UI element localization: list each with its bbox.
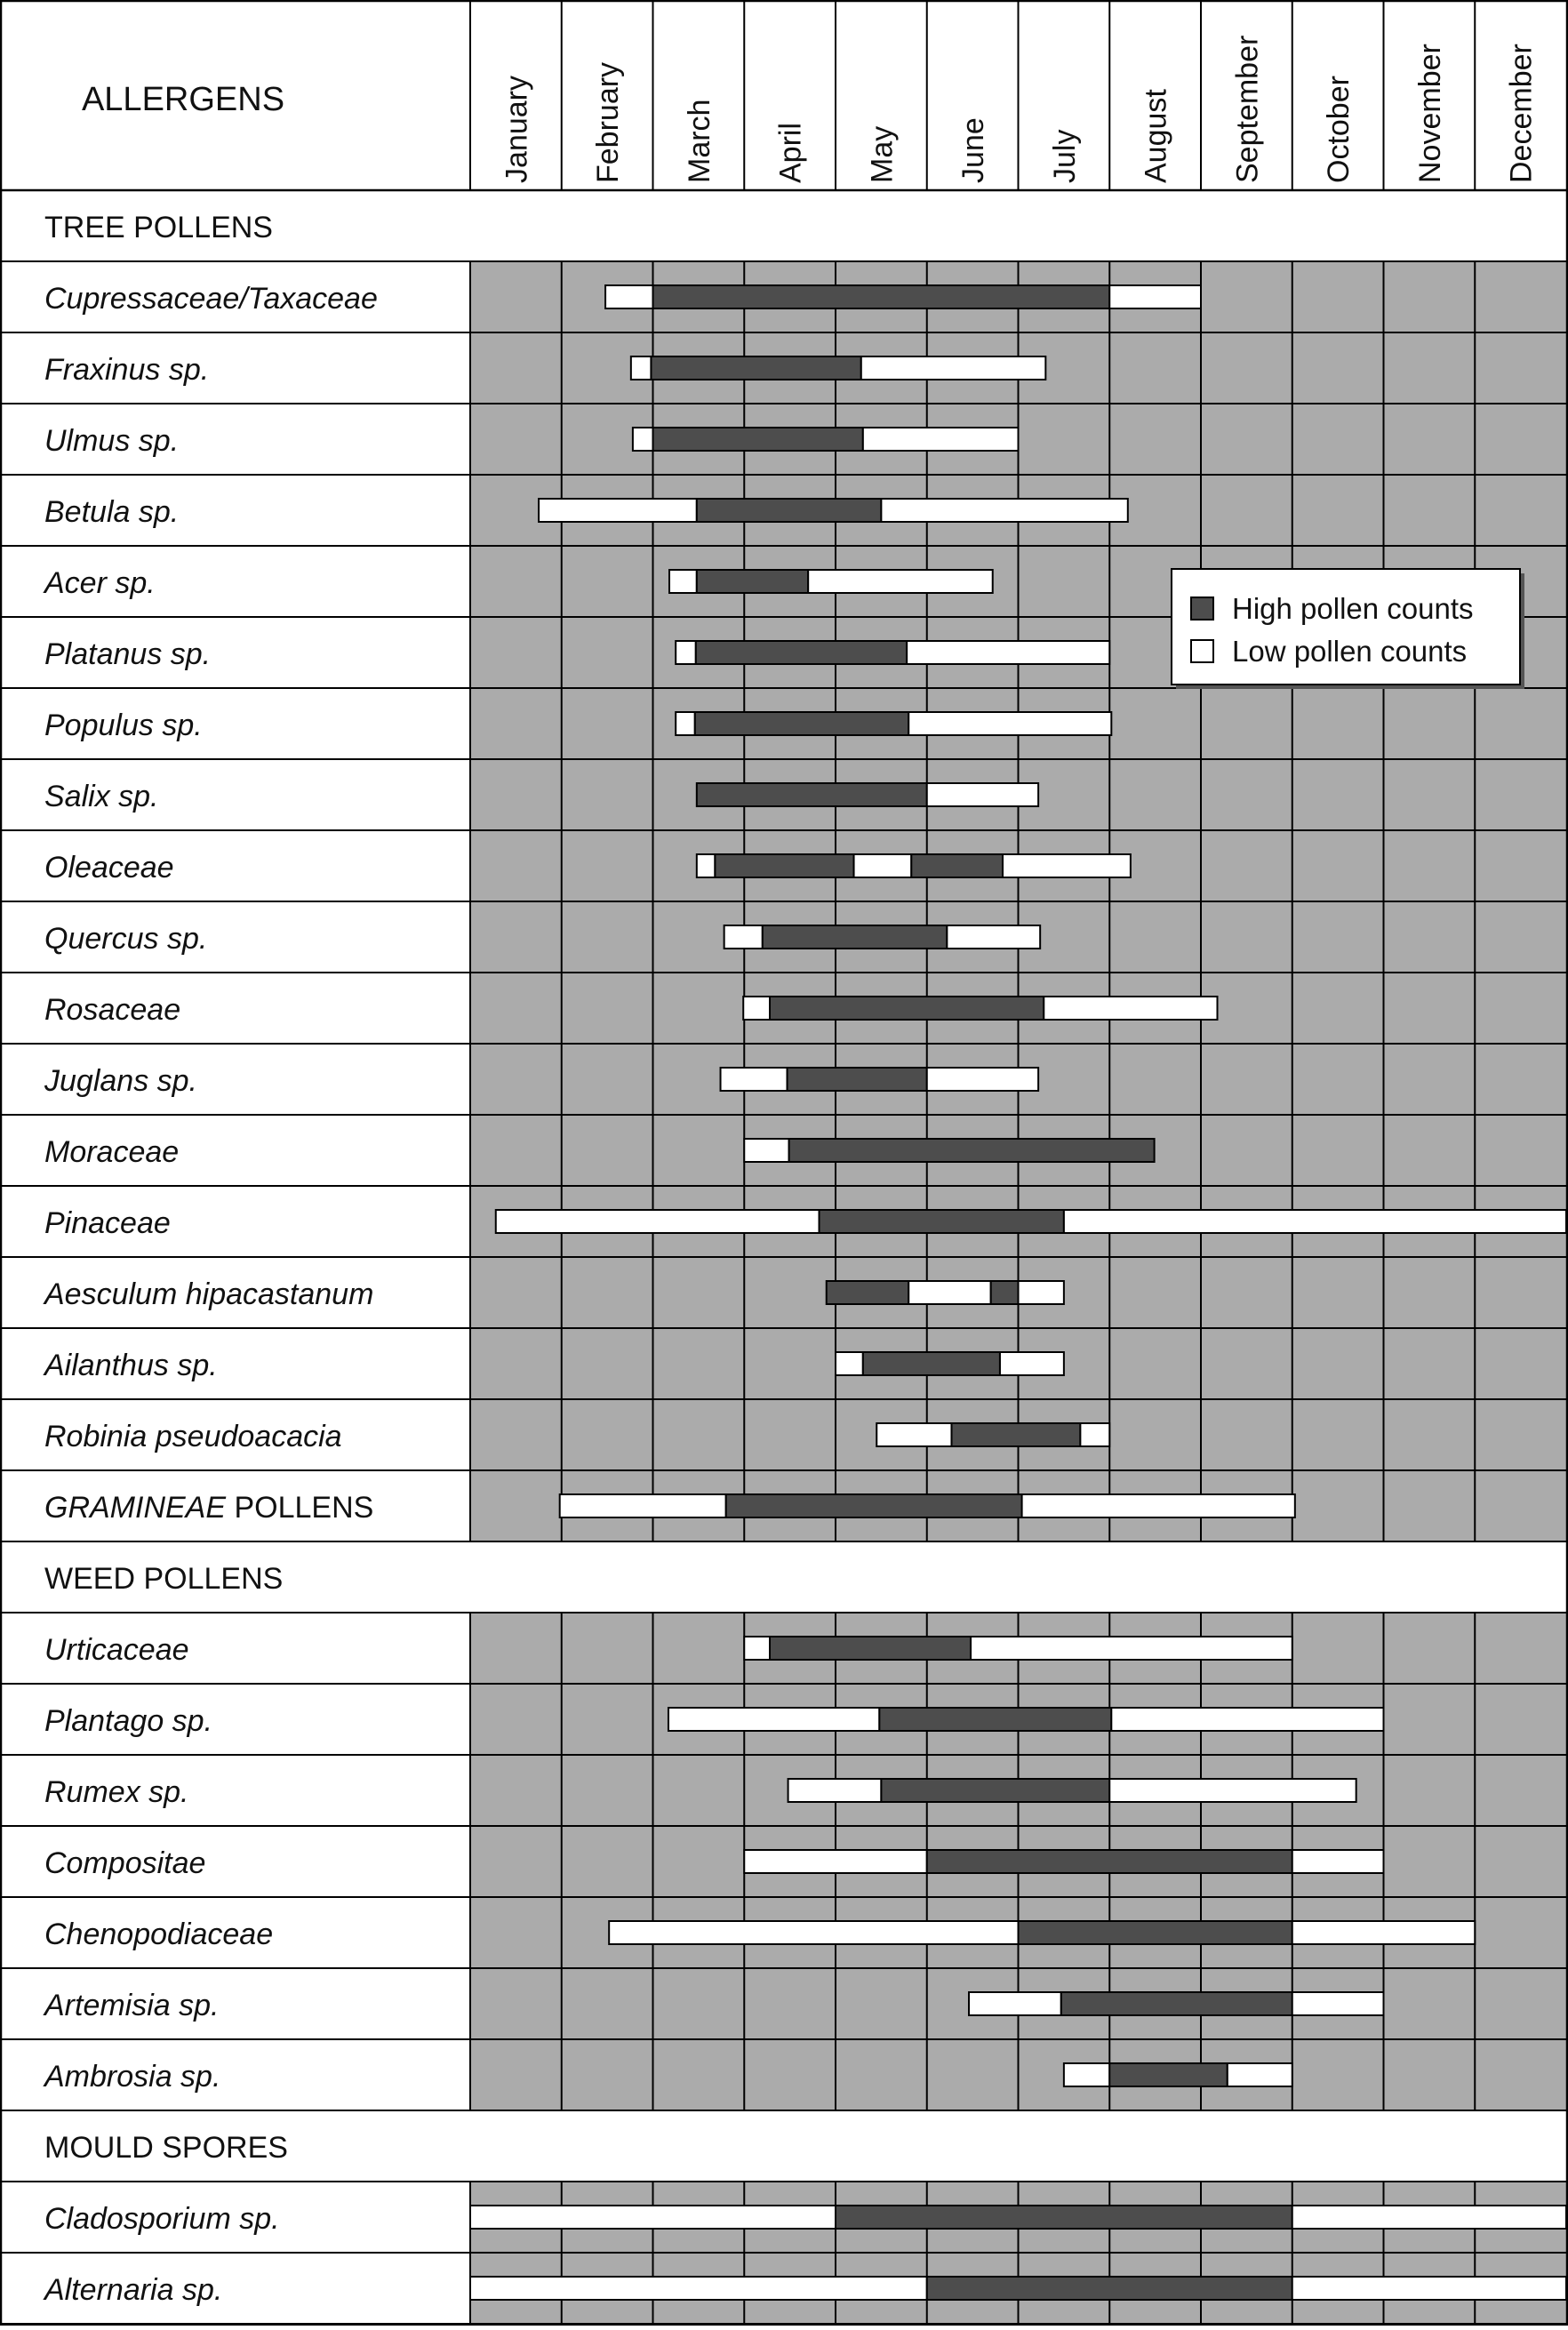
bar-aesculum-hipacastanum-high-3	[991, 1281, 1019, 1304]
bar-populus-sp-low-3	[908, 712, 1111, 735]
row-label-pinaceae: Pinaceae	[44, 1206, 171, 1240]
bar-alternaria-sp-low-1	[470, 2277, 927, 2300]
bar-gramineae-high-2	[726, 1494, 1022, 1517]
bar-pinaceae-low-3	[1064, 1210, 1566, 1233]
bar-salix-sp-high-1	[697, 783, 927, 806]
row-label-rumex-sp: Rumex sp.	[44, 1775, 189, 1809]
row-label-rosaceae: Rosaceae	[44, 993, 181, 1027]
row-label-fraxinus-sp: Fraxinus sp.	[44, 353, 210, 387]
bar-ulmus-sp-high-2	[653, 428, 863, 451]
bar-betula-sp-high-2	[697, 499, 882, 522]
month-label-july: July	[1047, 129, 1082, 183]
row-label-juglans-sp: Juglans sp.	[44, 1064, 197, 1098]
bar-moraceae-low-1	[744, 1139, 788, 1162]
month-label-june: June	[956, 117, 991, 183]
bar-ambrosia-sp-low-3	[1228, 2063, 1292, 2086]
bar-plantago-sp-low-1	[668, 1708, 879, 1731]
bar-gramineae-low-1	[560, 1494, 726, 1517]
row-label-robinia-pseudoacacia: Robinia pseudoacacia	[44, 1420, 342, 1453]
bar-chenopodiaceae-low-1	[609, 1921, 1018, 1944]
bar-aesculum-hipacastanum-low-2	[908, 1281, 990, 1304]
bar-plantago-sp-low-3	[1111, 1708, 1383, 1731]
bar-juglans-sp-low-1	[721, 1068, 788, 1091]
bar-robinia-pseudoacacia-low-3	[1080, 1423, 1109, 1446]
row-label-acer-sp: Acer sp.	[44, 566, 156, 600]
bar-urticaceae-high-2	[770, 1637, 971, 1660]
bar-oleaceae-low-1	[697, 854, 716, 877]
month-label-may: May	[865, 125, 900, 183]
row-label-betula-sp: Betula sp.	[44, 495, 180, 529]
bar-platanus-sp-high-2	[696, 641, 907, 664]
bar-quercus-sp-low-1	[724, 925, 763, 949]
bar-betula-sp-low-1	[539, 499, 697, 522]
bar-acer-sp-low-1	[669, 570, 697, 593]
month-label-january: January	[500, 76, 534, 183]
bar-chenopodiaceae-high-2	[1019, 1921, 1292, 1944]
row-label-salix-sp: Salix sp.	[44, 780, 159, 813]
legend-high-swatch	[1191, 597, 1213, 620]
bar-populus-sp-low-1	[676, 712, 695, 735]
month-label-february: February	[591, 61, 626, 183]
bar-quercus-sp-high-2	[763, 925, 948, 949]
row-label-oleaceae: Oleaceae	[44, 851, 174, 885]
bar-oleaceae-low-3	[854, 854, 912, 877]
bar-urticaceae-low-3	[971, 1637, 1292, 1660]
row-label-populus-sp: Populus sp.	[44, 709, 203, 742]
row-label-quercus-sp: Quercus sp.	[44, 922, 208, 956]
bar-artemisia-sp-low-3	[1292, 1992, 1384, 2015]
bar-ailanthus-sp-low-3	[1000, 1352, 1064, 1375]
bar-rumex-sp-low-1	[788, 1779, 882, 1802]
row-label-cladosporium-sp: Cladosporium sp.	[44, 2202, 280, 2236]
row-label-urticaceae: Urticaceae	[44, 1633, 189, 1667]
bar-compositae-low-3	[1292, 1850, 1384, 1873]
row-label-cupressaceae-taxaceae: Cupressaceae/Taxaceae	[44, 282, 378, 316]
bar-juglans-sp-low-3	[927, 1068, 1038, 1091]
bar-aesculum-hipacastanum-low-4	[1019, 1281, 1064, 1304]
month-label-april: April	[773, 122, 808, 183]
bar-fraxinus-sp-high-2	[651, 356, 860, 380]
row-label-artemisia-sp: Artemisia sp.	[44, 1989, 220, 2022]
bar-salix-sp-low-2	[927, 783, 1038, 806]
bar-artemisia-sp-low-1	[969, 1992, 1061, 2015]
bar-ambrosia-sp-low-1	[1064, 2063, 1109, 2086]
bar-ailanthus-sp-low-1	[836, 1352, 863, 1375]
row-label-alternaria-sp: Alternaria sp.	[44, 2273, 223, 2307]
bar-urticaceae-low-1	[744, 1637, 770, 1660]
row-label-moraceae: Moraceae	[44, 1135, 180, 1169]
bar-cupressaceae-taxaceae-high-2	[653, 285, 1110, 308]
bar-populus-sp-high-2	[695, 712, 908, 735]
bar-chenopodiaceae-low-3	[1292, 1921, 1476, 1944]
bar-rosaceae-high-2	[770, 997, 1044, 1020]
month-label-august: August	[1139, 89, 1173, 183]
legend	[1172, 569, 1524, 689]
bar-cladosporium-sp-low-3	[1292, 2206, 1566, 2229]
row-label-ulmus-sp: Ulmus sp.	[44, 424, 180, 458]
section-label-weed-pollens: WEED POLLENS	[44, 1562, 284, 1596]
bar-ulmus-sp-low-1	[633, 428, 653, 451]
bar-cladosporium-sp-low-1	[470, 2206, 836, 2229]
bar-pinaceae-high-2	[820, 1210, 1064, 1233]
row-label-aesculum-hipacastanum: Aesculum hipacastanum	[44, 1277, 374, 1311]
bar-aesculum-hipacastanum-high-1	[827, 1281, 908, 1304]
bar-compositae-high-2	[927, 1850, 1292, 1873]
month-label-march: March	[682, 99, 716, 183]
bar-ulmus-sp-low-3	[863, 428, 1019, 451]
bar-rosaceae-low-1	[743, 997, 770, 1020]
bar-fraxinus-sp-low-1	[631, 356, 652, 380]
bar-platanus-sp-low-3	[907, 641, 1109, 664]
bar-pinaceae-low-1	[496, 1210, 820, 1233]
bar-ambrosia-sp-high-2	[1109, 2063, 1228, 2086]
bar-acer-sp-low-3	[808, 570, 993, 593]
bar-cupressaceae-taxaceae-low-1	[605, 285, 652, 308]
row-label-platanus-sp: Platanus sp.	[44, 637, 212, 671]
bar-oleaceae-low-5	[1003, 854, 1131, 877]
bar-cladosporium-sp-high-2	[836, 2206, 1292, 2229]
bar-quercus-sp-low-3	[947, 925, 1040, 949]
section-label-mould-spores: MOULD SPORES	[44, 2131, 288, 2165]
bar-juglans-sp-high-2	[788, 1068, 927, 1091]
row-label-gramineae: GRAMINEAE POLLENS	[44, 1491, 374, 1525]
bar-oleaceae-high-2	[715, 854, 853, 877]
row-label-ambrosia-sp: Ambrosia sp.	[44, 2060, 221, 2094]
legend-high-label: High pollen counts	[1232, 592, 1474, 625]
bar-alternaria-sp-low-3	[1292, 2277, 1566, 2300]
bar-ailanthus-sp-high-2	[863, 1352, 1000, 1375]
bar-oleaceae-high-4	[911, 854, 1003, 877]
bar-rumex-sp-high-2	[881, 1779, 1109, 1802]
month-label-october: October	[1322, 76, 1356, 183]
bar-rosaceae-low-3	[1044, 997, 1217, 1020]
month-label-september: September	[1230, 35, 1265, 183]
bar-alternaria-sp-high-2	[927, 2277, 1292, 2300]
bar-robinia-pseudoacacia-low-1	[876, 1423, 951, 1446]
month-label-november: November	[1412, 44, 1447, 183]
bar-compositae-low-1	[744, 1850, 927, 1873]
row-label-chenopodiaceae: Chenopodiaceae	[44, 1918, 274, 1951]
bar-gramineae-low-3	[1022, 1494, 1295, 1517]
bar-robinia-pseudoacacia-high-2	[951, 1423, 1080, 1446]
row-label-compositae: Compositae	[44, 1846, 206, 1880]
month-label-december: December	[1504, 44, 1539, 183]
legend-low-swatch	[1191, 640, 1213, 662]
bar-rumex-sp-low-3	[1109, 1779, 1356, 1802]
bar-moraceae-high-2	[789, 1139, 1155, 1162]
row-label-ailanthus-sp: Ailanthus sp.	[44, 1349, 218, 1382]
bar-betula-sp-low-3	[881, 499, 1127, 522]
header-allergens-label: ALLERGENS	[81, 81, 285, 118]
bar-artemisia-sp-high-2	[1061, 1992, 1292, 2015]
bar-plantago-sp-high-2	[879, 1708, 1111, 1731]
bar-fraxinus-sp-low-3	[861, 356, 1046, 380]
bar-acer-sp-high-2	[697, 570, 808, 593]
section-label-tree-pollens: TREE POLLENS	[44, 211, 273, 244]
row-label-plantago-sp: Plantago sp.	[44, 1704, 213, 1738]
bar-cupressaceae-taxaceae-low-3	[1109, 285, 1201, 308]
bar-platanus-sp-low-1	[676, 641, 696, 664]
legend-low-label: Low pollen counts	[1232, 635, 1468, 668]
